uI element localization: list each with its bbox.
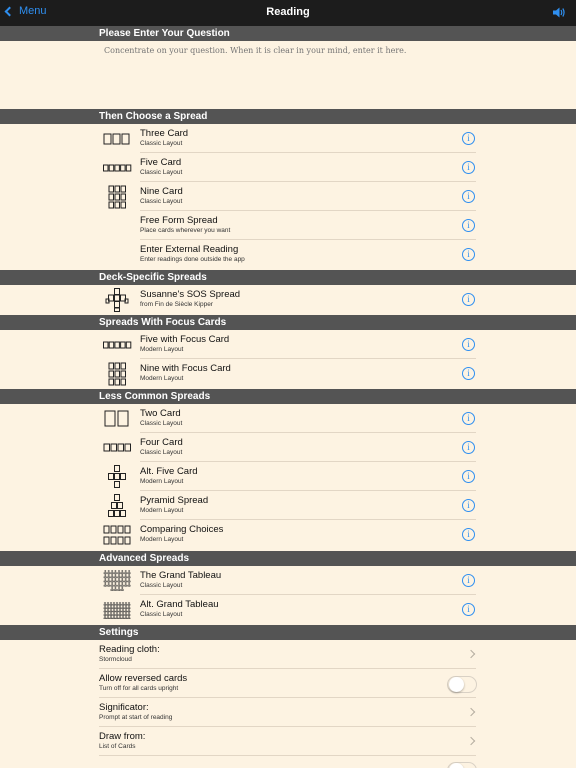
toggle-knob [449,677,464,692]
comparing-choices-spread-icon [102,523,132,547]
spread-subtitle: from Fin de Siècle Kipper [140,301,213,308]
setting-significator[interactable] [0,698,576,727]
spread-row-sos[interactable] [0,285,576,314]
spread-subtitle: Modern Layout [140,375,184,382]
spread-subtitle: Classic Layout [140,140,183,147]
spread-row-external-reading[interactable] [0,240,576,269]
reversed-cards-toggle[interactable] [447,676,477,693]
info-icon[interactable]: i [462,161,475,174]
info-icon[interactable]: i [462,441,475,454]
chevron-right-icon [467,650,475,658]
nine-focus-spread-icon [102,362,132,386]
spread-row-five-focus[interactable] [0,330,576,359]
setting-title: Significator: [99,702,149,713]
spread-row-four-card[interactable] [0,433,576,462]
setting-title: Draw from: [99,731,146,742]
navigation-bar [0,0,576,26]
spread-row-three-card[interactable] [0,124,576,153]
four-card-spread-icon [102,436,132,460]
spread-title: Two Card [140,408,181,419]
spread-title: Pyramid Spread [140,495,209,506]
spread-row-two-card[interactable] [0,404,576,433]
info-icon[interactable]: i [462,367,475,380]
spread-title: Free Form Spread [140,215,218,226]
spread-subtitle: Enter readings done outside the app [140,256,245,263]
choose-spread-header: Then Choose a Spread [0,109,576,124]
info-icon[interactable]: i [462,219,475,232]
spread-row-comparing-choices[interactable] [0,520,576,549]
question-area [0,40,576,108]
setting-value: Prompt at start of reading [99,714,173,721]
spread-row-alt-grand-tableau[interactable] [0,595,576,624]
info-icon[interactable]: i [462,603,475,616]
next-setting-toggle[interactable] [447,762,477,768]
setting-title: Allow reversed cards [99,673,188,684]
page-title: Reading [266,6,310,18]
focus-spreads-header: Spreads With Focus Cards [0,315,576,330]
menu-back-label: Menu [19,5,47,17]
spread-title: The Grand Tableau [140,570,222,581]
spread-row-grand-tableau[interactable] [0,566,576,595]
info-icon[interactable]: i [462,248,475,261]
nine-card-spread-icon [102,185,132,209]
pyramid-spread-icon [102,494,132,518]
alt-five-card-spread-icon [102,465,132,489]
five-focus-spread-icon [102,333,132,357]
advanced-spreads-header: Advanced Spreads [0,551,576,566]
spread-subtitle: Classic Layout [140,169,183,176]
spread-title: Nine with Focus Card [140,363,231,374]
spread-title: Susanne's SOS Spread [140,289,241,300]
spread-subtitle: Place cards wherever you want [140,227,231,234]
spread-title: Comparing Choices [140,524,224,535]
info-icon[interactable]: i [462,470,475,483]
grand-tableau-spread-icon [102,569,132,593]
setting-allow-reversed [0,669,576,698]
spread-subtitle: Modern Layout [140,507,184,514]
two-card-spread-icon [102,407,132,431]
spread-row-nine-card[interactable] [0,182,576,211]
info-icon[interactable]: i [462,190,475,203]
spread-title: Alt. Grand Tableau [140,599,219,610]
spread-row-free-form[interactable] [0,211,576,240]
spread-subtitle: Classic Layout [140,611,183,618]
setting-title: Reading cloth: [99,644,160,655]
alt-grand-tableau-spread-icon [102,598,132,622]
spread-subtitle: Classic Layout [140,420,183,427]
info-icon[interactable]: i [462,412,475,425]
spread-title: Nine Card [140,186,183,197]
spread-subtitle: Modern Layout [140,346,184,353]
spread-subtitle: Classic Layout [140,449,183,456]
settings-header: Settings [0,625,576,640]
question-header: Please Enter Your Question [0,26,576,41]
spread-row-pyramid[interactable] [0,491,576,520]
spread-title: Five with Focus Card [140,334,230,345]
question-input[interactable] [104,46,544,55]
setting-value: Stormcloud [99,656,132,663]
spread-subtitle: Modern Layout [140,536,184,543]
spread-subtitle: Modern Layout [140,478,184,485]
speaker-icon[interactable] [552,6,566,19]
info-icon[interactable]: i [462,132,475,145]
info-icon[interactable]: i [462,499,475,512]
row-divider [99,755,476,756]
three-card-spread-icon [102,127,132,151]
chevron-right-icon [467,737,475,745]
spread-title: Enter External Reading [140,244,239,255]
spread-title: Five Card [140,157,182,168]
sos-spread-icon [102,288,132,312]
info-icon[interactable]: i [462,574,475,587]
setting-value: Turn off for all cards upright [99,685,179,692]
spread-subtitle: Classic Layout [140,198,183,205]
less-common-header: Less Common Spreads [0,389,576,404]
chevron-right-icon [467,708,475,716]
spread-row-alt-five-card[interactable] [0,462,576,491]
info-icon[interactable]: i [462,338,475,351]
setting-reading-cloth[interactable] [0,640,576,669]
spread-title: Four Card [140,437,183,448]
five-card-spread-icon [102,156,132,180]
info-icon[interactable]: i [462,528,475,541]
deck-specific-header: Deck-Specific Spreads [0,270,576,285]
setting-draw-from[interactable] [0,727,576,756]
spread-title: Alt. Five Card [140,466,198,477]
toggle-knob [449,763,464,768]
setting-value: List of Cards [99,743,136,750]
info-icon[interactable]: i [462,293,475,306]
spread-row-five-card[interactable] [0,153,576,182]
spread-title: Three Card [140,128,189,139]
spread-row-nine-focus[interactable] [0,359,576,388]
spread-subtitle: Classic Layout [140,582,183,589]
